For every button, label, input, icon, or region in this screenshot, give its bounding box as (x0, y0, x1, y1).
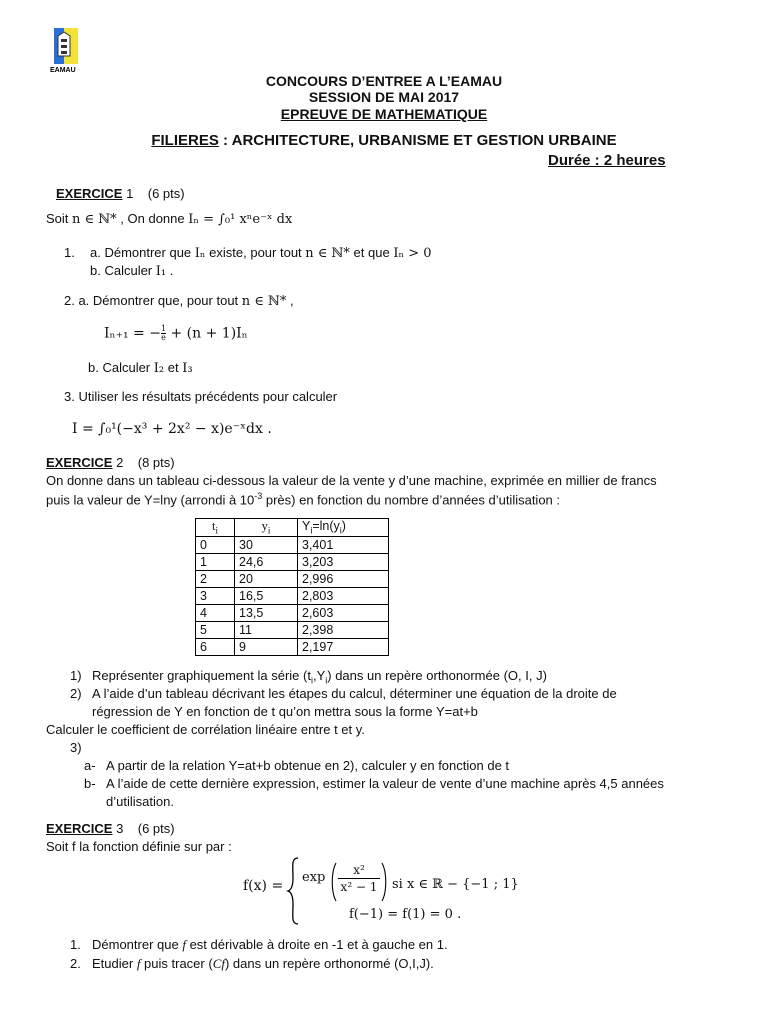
ex1-q2a-a: 2. a. Démontrer que, pour tout (64, 293, 242, 308)
header-yi (235, 519, 298, 537)
cell-y: 16,5 (235, 587, 298, 604)
ex2-num: 2 (112, 455, 124, 470)
left-paren-icon (330, 862, 338, 902)
math-In-pos: Iₙ > 0 (393, 246, 432, 261)
header-t: t (212, 519, 216, 533)
math-frac-num: 1 (160, 324, 167, 333)
ex1-recurrence (104, 325, 248, 342)
ex1-heading (56, 186, 185, 201)
math-exp: exp (302, 870, 326, 885)
ex2-para2 (46, 491, 560, 507)
ex2-q3a: A partir de la relation Y=at+b obtenue en 2), calculer y en fonction de t (106, 758, 510, 773)
ex3-q2-c: ) dans un repère orthonormé (O,I,J). (224, 956, 434, 971)
right-paren-icon (380, 862, 388, 902)
math-n-in-N: n ∈ ℕ* (72, 212, 117, 227)
ex2-q2-line1: A l’aide d’un tableau décrivant les étapes du calcul, déterminer une équation de la droite de (92, 686, 617, 701)
cell-y: 20 (235, 570, 298, 587)
cell-Y: 2,603 (298, 604, 389, 621)
ex1-q1b-a: b. Calculer (90, 263, 156, 278)
table-row (196, 570, 389, 587)
math-x2m1: x² − 1 (338, 878, 380, 895)
ex3-q2-a: Etudier (92, 956, 137, 971)
logo-text: EAMAU (50, 67, 76, 74)
ex1-q1b-b: . (166, 263, 174, 278)
filieres-label: FILIERES (151, 132, 219, 149)
ex2-q1-b: ,Y (312, 668, 326, 683)
cell-t: 5 (196, 621, 235, 638)
data-table (195, 518, 389, 656)
cell-y: 24,6 (235, 553, 298, 570)
ex2-q1-a: Représenter graphiquement la série (t (92, 668, 311, 683)
ex2-heading (46, 455, 175, 470)
cell-t: 2 (196, 570, 235, 587)
filieres-text: : ARCHITECTURE, URBANISME ET GESTION URBAINE (218, 132, 617, 149)
ex3-title: EXERCICE (46, 821, 113, 836)
math-recurrence-b: + (n + 1)Iₙ (166, 325, 248, 342)
math-I1: I₁ (155, 264, 167, 279)
cell-Y: 2,197 (298, 638, 389, 655)
ex1-q1a-b: existe, pour tout (205, 245, 306, 260)
ex3-q1 (92, 937, 448, 953)
ex2-para2-b: près) en fonction du nombre d’années d’utilisation : (262, 492, 561, 508)
header-ln: =ln(y (312, 519, 340, 533)
table-row (196, 604, 389, 621)
header-close: ) (341, 519, 346, 533)
ex2-q1-num: 1) (70, 668, 82, 683)
math-Cf: Cf (212, 956, 225, 971)
math-frac-den: e (161, 333, 166, 342)
session-title: SESSION DE MAI 2017 (308, 89, 460, 105)
header-Y: Y (302, 519, 311, 533)
math-domain: si x ∈ ℝ − {−1 ; 1} (392, 877, 519, 892)
cell-y: 13,5 (235, 604, 298, 621)
ex1-q1a (90, 245, 432, 261)
left-brace-icon (286, 856, 300, 926)
ex3-q1-b: est dérivable à droite en -1 et à gauche en 1. (185, 937, 448, 952)
ex2-q1: Représenter graphiquement la série $(t_i,Y_i)$ dans un repère orthonormée (O, I, J) (92, 668, 547, 686)
math-exp-frac (338, 862, 380, 895)
ex3-heading (46, 821, 175, 836)
ex1-q3: 3. Utiliser les résultats précédents pour calculer (64, 389, 338, 404)
header-t-sub: i (215, 525, 218, 536)
ex2-q2-num: 2) (70, 686, 82, 701)
header-ti (196, 519, 235, 537)
math-fx: f(x) = (243, 878, 284, 894)
exam-title: EPREUVE DE MATHEMATIQUE (280, 106, 488, 122)
ex1-q1a-a: a. Démontrer que (90, 245, 195, 260)
ex1-title: EXERCICE (56, 186, 123, 201)
ex1-q2b-a: b. Calculer (88, 360, 154, 375)
ex1-q2b-b: et (164, 360, 183, 375)
ex3-q2-num: 2. (70, 956, 81, 971)
ex1-q2b (88, 360, 193, 376)
ex1-pts: (6 pts) (147, 186, 185, 201)
ex3-q2 (92, 956, 434, 972)
ex3-num: 3 (112, 821, 124, 836)
math-f-values: f(−1) = f(1) = 0 . (349, 907, 462, 922)
cell-Y: 2,996 (298, 570, 389, 587)
math-In-def: Iₙ = ∫₀¹ xⁿe⁻ˣ dx (188, 212, 293, 227)
math-n-in-N-2: n ∈ ℕ* (305, 246, 350, 261)
ex1-integral: I = ∫₀¹(−x³ + 2x² − x)e⁻ˣdx . (72, 421, 272, 437)
math-f: f (182, 937, 186, 952)
cell-t: 0 (196, 536, 235, 553)
ex3-intro: Soit f la fonction définie sur par : (46, 839, 232, 854)
ex3-q2-b: puis tracer ( (140, 956, 213, 971)
cell-Y: 3,203 (298, 553, 389, 570)
ex1-q1a-c: et que (349, 245, 394, 260)
ex1-intro (46, 211, 292, 227)
cell-t: 4 (196, 604, 235, 621)
math-f-2: f (136, 956, 141, 971)
ex2-q2-line2: régression de Y en fonction de t qu’on mettra sous la forme Y=at+b (92, 704, 478, 719)
school-logo (46, 26, 86, 74)
ex2-pts: (8 pts) (137, 455, 175, 470)
ex1-q1b (90, 263, 173, 279)
ex2-title: EXERCICE (46, 455, 113, 470)
header-y-sub: i (267, 525, 271, 536)
ex1-q2a (64, 293, 294, 309)
ex1-q2a-b: , (286, 293, 294, 308)
ex3-q1-num: 1. (70, 937, 81, 952)
header-Yi (298, 519, 389, 537)
ex3-q1-a: Démontrer que (92, 937, 183, 952)
table-row (196, 553, 389, 570)
header-ln-sub: i (339, 525, 342, 536)
ex2-para2-a: puis la valeur de Y=lny (arrondi à 10 (46, 492, 255, 508)
math-I3: I₃ (182, 361, 193, 376)
cell-t: 6 (196, 638, 235, 655)
ex3-pts: (6 pts) (137, 821, 175, 836)
table-row (196, 638, 389, 655)
table-row (196, 536, 389, 553)
cell-Y: 2,803 (298, 587, 389, 604)
ex2-q1-c: ) dans un repère orthonormée (O, I, J) (327, 668, 547, 683)
ex2-para2-sup: -3 (254, 491, 263, 501)
header-y: y (261, 519, 268, 533)
cell-y: 9 (235, 638, 298, 655)
contest-title: CONCOURS D’ENTREE A L’EAMAU (265, 73, 503, 89)
cell-t: 3 (196, 587, 235, 604)
ex2-correlation: Calculer le coefficient de corrélation linéaire entre t et y. (46, 722, 365, 737)
ex2-para1: On donne dans un tableau ci-dessous la valeur de la vente y d’une machine, exprimée en millier de francs (46, 473, 657, 488)
ex2-q3b-line1: A l’aide de cette dernière expression, estimer la valeur de vente d’une machine après 4,5 années (106, 776, 664, 791)
ex2-q3b-label: b- (84, 776, 96, 791)
math-n-in-N-3: n ∈ ℕ* (241, 294, 287, 309)
cell-y: 11 (235, 621, 298, 638)
ex2-q3b-line2: d’utilisation. (106, 794, 174, 809)
ex1-q1-label: 1. (64, 245, 75, 260)
table-header-row (196, 519, 389, 537)
table-row (196, 587, 389, 604)
ex2-q3a-label: a- (84, 758, 96, 773)
math-In: Iₙ (194, 246, 206, 261)
math-recurrence-a: Iₙ₊₁ = − (104, 325, 161, 342)
math-I2: I₂ (153, 361, 165, 376)
ex2-q3-num: 3) (70, 740, 82, 755)
cell-t: 1 (196, 553, 235, 570)
duration: Durée : 2 heures (548, 152, 666, 169)
cell-Y: 3,401 (298, 536, 389, 553)
table-row (196, 621, 389, 638)
ex1-intro-b: , On donne (116, 211, 189, 226)
ex1-num: 1 (122, 186, 134, 201)
filieres-line (0, 132, 768, 149)
math-x2: x² (353, 863, 365, 877)
cell-Y: 2,398 (298, 621, 389, 638)
header-Y-sub: i (310, 525, 313, 536)
ex1-intro-a: Soit (46, 211, 73, 226)
cell-y: 30 (235, 536, 298, 553)
